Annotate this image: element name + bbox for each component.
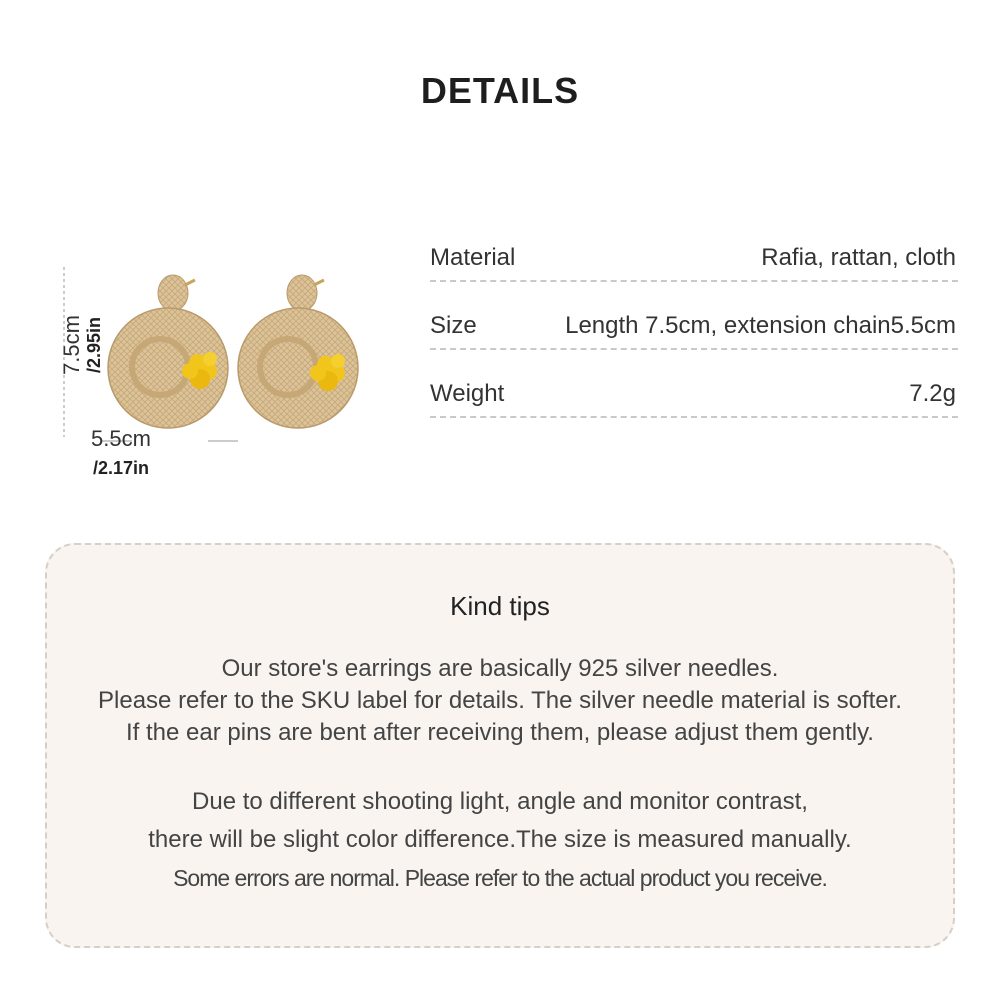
tips-line: there will be slight color difference.The size is measured manually. xyxy=(148,826,852,853)
right-earring-illustration xyxy=(170,255,400,495)
spec-label: Weight xyxy=(430,380,505,407)
tips-line: Our store's earrings are basically 925 silver needles. xyxy=(221,655,779,682)
width-cm-label: 5.5cm xyxy=(91,426,151,451)
tips-line: Due to different shooting light, angle and monitor contrast, xyxy=(192,788,808,815)
kind-tips-box xyxy=(45,543,955,948)
length-in-label: /2.95in xyxy=(84,316,104,374)
tips-line: If the ear pins are bent after receiving them, please adjust them gently. xyxy=(126,719,874,746)
tips-title: Kind tips xyxy=(450,591,550,621)
spec-label: Material xyxy=(430,244,516,271)
spec-row-material xyxy=(430,240,958,282)
page-title: DETAILS xyxy=(420,70,580,111)
tips-block-color-difference xyxy=(47,783,953,897)
width-in-label: /2.17in xyxy=(92,458,150,478)
spec-row-weight xyxy=(430,376,958,418)
spec-table xyxy=(430,240,958,444)
spec-value: 7.2g xyxy=(909,380,956,407)
spec-label: Size xyxy=(430,312,477,339)
spec-value: Rafia, rattan, cloth xyxy=(761,244,956,271)
tips-line: Some errors are normal. Please refer to the actual product you receive. xyxy=(173,865,827,891)
spec-row-size xyxy=(430,308,958,350)
tips-block-silver-needles xyxy=(47,653,953,749)
length-cm-label: 7.5cm xyxy=(59,315,84,375)
tips-line: Please refer to the SKU label for details. The silver needle material is softer. xyxy=(98,687,902,714)
spec-value: Length 7.5cm, extension chain5.5cm xyxy=(565,312,956,339)
